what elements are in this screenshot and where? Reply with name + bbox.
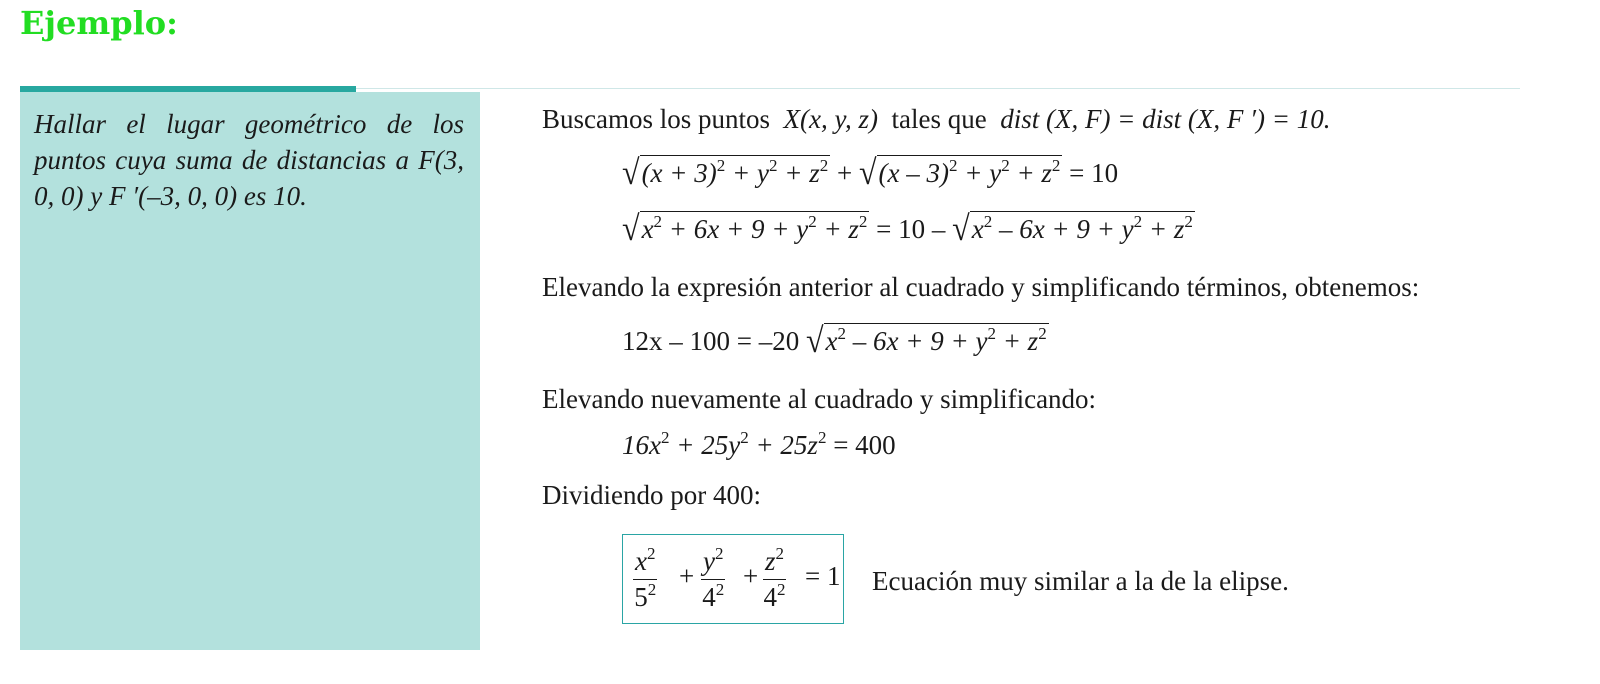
eq3-term-a: x xyxy=(825,326,838,356)
fraction-x xyxy=(633,543,657,614)
eq4-term-b: + 25y xyxy=(676,430,741,460)
eq2-term-c: + z xyxy=(823,214,859,244)
equation-1 xyxy=(622,154,1118,191)
exp: 2 xyxy=(660,428,670,447)
exp: 2 xyxy=(740,428,749,447)
result-note: Ecuación muy similar a la de la elipse. xyxy=(872,566,1289,596)
text-divide: Dividiendo por 400: xyxy=(542,480,761,510)
sqrt-term-3: $√x^2 + 6x + 9 + y^2 + z^2$ xyxy=(622,208,868,248)
frac-y-den: 4 xyxy=(702,582,716,612)
intro-text: Buscamos los puntos xyxy=(542,104,771,134)
exp: 2 xyxy=(1184,212,1193,231)
fraction-z xyxy=(763,543,786,614)
eq1-rhs: = 10 xyxy=(1069,158,1119,188)
eq1-term-a: (x + 3) xyxy=(641,158,717,188)
exp: 2 xyxy=(1038,324,1047,343)
exp: 2 xyxy=(837,324,847,343)
sqrt-term-1: $√(x + 3)^2 + y^2 + z^2$ xyxy=(622,152,829,192)
box-rhs: = 1 xyxy=(805,561,841,591)
exp: 2 xyxy=(777,580,786,599)
exp: 2 xyxy=(768,156,778,175)
exp: 2 xyxy=(983,212,993,231)
eq4-term-a: 16x xyxy=(622,430,661,460)
eq2-mid: = 10 – xyxy=(876,214,946,244)
sqrt-term-5: $√x^2 - 6x + 9 + y^2 + z^2$ xyxy=(805,320,1047,360)
intro-mid-text: tales que xyxy=(891,104,987,134)
eq2-term-f: + z xyxy=(1148,214,1185,244)
problem-statement: Hallar el lugar geométrico de los puntos cuya suma de distancias a F(3, 0, 0) y F ′(–3, 0, 0) es 10. xyxy=(34,109,464,211)
eq1-term-d: (x – 3) xyxy=(878,158,949,188)
fraction-y xyxy=(701,543,725,614)
text-simplify-2: Elevando nuevamente al cuadrado y simplificando: xyxy=(542,384,1097,414)
text-simplify-1: Elevando la expresión anterior al cuadrado y simplificando términos, obtenemos: xyxy=(542,272,1420,302)
exp: 2 xyxy=(817,428,827,447)
heading: Ejemplo: xyxy=(20,4,178,42)
exp: 2 xyxy=(987,324,996,343)
exp: 2 xyxy=(948,156,958,175)
exp: 2 xyxy=(775,544,785,563)
exp: 2 xyxy=(808,212,817,231)
exp: 2 xyxy=(858,212,868,231)
box-plus-1: + xyxy=(679,561,695,591)
solution-panel xyxy=(542,88,1512,650)
frac-x-num: x xyxy=(635,546,647,576)
eq2-term-b: + 6x + 9 + y xyxy=(668,214,809,244)
equation-4 xyxy=(622,430,896,461)
frac-x-den: 5 xyxy=(634,582,648,612)
exp: 2 xyxy=(714,544,724,563)
exp: 2 xyxy=(1133,212,1143,231)
equation-3 xyxy=(622,322,1049,359)
equation-2 xyxy=(622,210,1195,247)
eq3-lhs: 12x – 100 = –20 xyxy=(622,326,800,356)
eq3-term-b: – 6x + 9 + y xyxy=(852,326,988,356)
intro-point: X(x, y, z) xyxy=(783,104,878,134)
sqrt-term-4: $√x^2 - 6x + 9 + y^2 + z^2$ xyxy=(952,208,1193,248)
frac-z-num: z xyxy=(765,546,776,576)
example-card xyxy=(20,88,1520,650)
eq2-term-d: x xyxy=(971,214,984,244)
exp: 2 xyxy=(1001,156,1010,175)
frac-y-num: y xyxy=(703,546,715,576)
intro-condition: dist (X, F) = dist (X, F ′) = 10. xyxy=(1000,104,1331,134)
eq1-term-e: + y xyxy=(964,158,1002,188)
frac-z-den: 4 xyxy=(763,582,777,612)
result-box xyxy=(622,534,844,624)
eq4-term-c: + 25z xyxy=(755,430,818,460)
exp: 2 xyxy=(819,156,829,175)
eq4-rhs: = 400 xyxy=(833,430,896,460)
eq2-term-e: – 6x + 9 + y xyxy=(998,214,1134,244)
eq1-term-b: + y xyxy=(732,158,769,188)
exp: 2 xyxy=(646,544,656,563)
intro-line xyxy=(542,104,1331,135)
sqrt-term-2: $√(x - 3)^2 + y^2 + z^2$ xyxy=(858,152,1061,192)
eq1-plus: + xyxy=(836,158,853,188)
eq1-term-c: + z xyxy=(784,158,820,188)
exp: 2 xyxy=(716,156,726,175)
problem-panel xyxy=(20,92,480,650)
exp: 2 xyxy=(653,212,663,231)
exp: 2 xyxy=(647,580,657,599)
eq1-term-f: + z xyxy=(1016,158,1052,188)
eq2-term-a: x xyxy=(641,214,654,244)
exp: 2 xyxy=(715,580,725,599)
eq3-term-c: + z xyxy=(1002,326,1039,356)
box-plus-2: + xyxy=(743,561,759,591)
exp: 2 xyxy=(1051,156,1061,175)
